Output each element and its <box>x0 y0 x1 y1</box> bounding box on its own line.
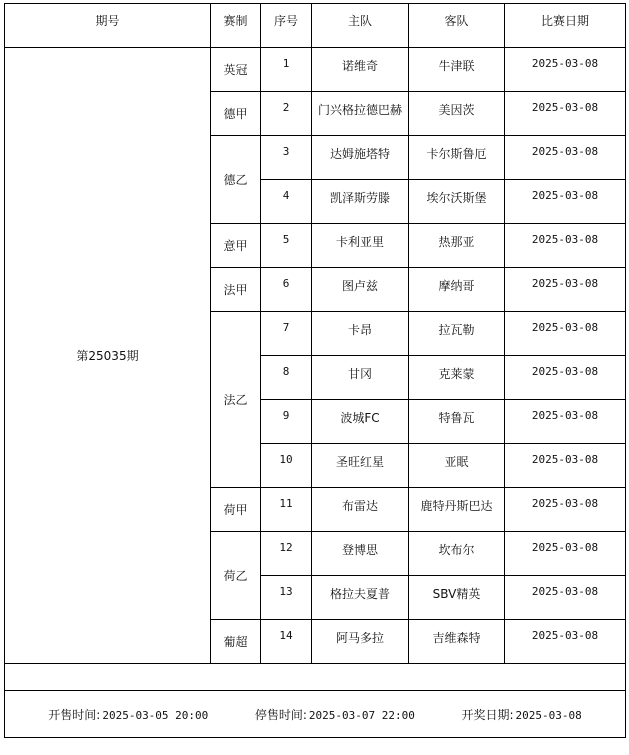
match-date: 2025-03-08 <box>505 48 626 92</box>
match-date: 2025-03-08 <box>505 180 626 224</box>
seq-cell: 8 <box>261 356 312 400</box>
away-team: 克莱蒙 <box>409 356 505 400</box>
league-cell: 法甲 <box>211 268 261 312</box>
seq-cell: 14 <box>261 620 312 664</box>
away-team: SBV精英 <box>409 576 505 620</box>
seq-cell: 2 <box>261 92 312 136</box>
draw-date <box>461 706 581 723</box>
header-home: 主队 <box>312 4 409 48</box>
draw-date-label: 开奖日期: <box>461 707 514 722</box>
home-team: 诺维奇 <box>312 48 409 92</box>
sale-stop <box>255 706 415 723</box>
header-row <box>5 4 626 48</box>
away-team: 牛津联 <box>409 48 505 92</box>
header-league: 赛制 <box>211 4 261 48</box>
header-period: 期号 <box>5 4 211 48</box>
away-team: 拉瓦勒 <box>409 312 505 356</box>
home-team: 圣旺红星 <box>312 444 409 488</box>
seq-cell: 12 <box>261 532 312 576</box>
away-team: 埃尔沃斯堡 <box>409 180 505 224</box>
home-team: 甘冈 <box>312 356 409 400</box>
header-seq: 序号 <box>261 4 312 48</box>
away-team: 热那亚 <box>409 224 505 268</box>
sale-info <box>5 706 625 723</box>
match-date: 2025-03-08 <box>505 224 626 268</box>
sale-start-label: 开售时间: <box>48 707 101 722</box>
match-date: 2025-03-08 <box>505 620 626 664</box>
seq-cell: 6 <box>261 268 312 312</box>
sale-stop-label: 停售时间: <box>254 707 307 722</box>
seq-cell: 7 <box>261 312 312 356</box>
league-cell: 葡超 <box>211 620 261 664</box>
league-cell: 荷乙 <box>211 532 261 620</box>
home-team: 登博思 <box>312 532 409 576</box>
seq-cell: 10 <box>261 444 312 488</box>
home-team: 格拉夫夏普 <box>312 576 409 620</box>
home-team: 卡利亚里 <box>312 224 409 268</box>
match-date: 2025-03-08 <box>505 312 626 356</box>
away-team: 特鲁瓦 <box>409 400 505 444</box>
league-cell: 德乙 <box>211 136 261 224</box>
match-date: 2025-03-08 <box>505 136 626 180</box>
league-cell: 法乙 <box>211 312 261 488</box>
blank-cell <box>5 664 626 691</box>
league-cell: 英冠 <box>211 48 261 92</box>
table-row <box>5 48 626 92</box>
away-team: 摩纳哥 <box>409 268 505 312</box>
away-team: 吉维森特 <box>409 620 505 664</box>
header-date: 比赛日期 <box>505 4 626 48</box>
seq-cell: 9 <box>261 400 312 444</box>
home-team: 图卢兹 <box>312 268 409 312</box>
seq-cell: 4 <box>261 180 312 224</box>
home-team: 波城FC <box>312 400 409 444</box>
home-team: 布雷达 <box>312 488 409 532</box>
home-team: 卡昂 <box>312 312 409 356</box>
away-team: 卡尔斯鲁厄 <box>409 136 505 180</box>
match-table <box>4 3 626 738</box>
league-cell: 荷甲 <box>211 488 261 532</box>
away-team: 亚眠 <box>409 444 505 488</box>
match-date: 2025-03-08 <box>505 444 626 488</box>
away-team: 坎布尔 <box>409 532 505 576</box>
away-team: 美因茨 <box>409 92 505 136</box>
match-date: 2025-03-08 <box>505 356 626 400</box>
seq-cell: 5 <box>261 224 312 268</box>
match-date: 2025-03-08 <box>505 92 626 136</box>
period-cell: 第25035期 <box>5 48 211 664</box>
lottery-schedule <box>4 3 625 738</box>
match-date: 2025-03-08 <box>505 400 626 444</box>
home-team: 凯泽斯劳滕 <box>312 180 409 224</box>
home-team: 达姆施塔特 <box>312 136 409 180</box>
blank-row <box>5 664 626 691</box>
match-date: 2025-03-08 <box>505 268 626 312</box>
league-cell: 意甲 <box>211 224 261 268</box>
away-team: 鹿特丹斯巴达 <box>409 488 505 532</box>
sale-start <box>48 706 208 723</box>
seq-cell: 3 <box>261 136 312 180</box>
sale-start-value: 2025-03-05 20:00 <box>102 708 209 722</box>
sale-stop-value: 2025-03-07 22:00 <box>308 708 415 722</box>
match-date: 2025-03-08 <box>505 532 626 576</box>
footer-row <box>5 691 626 738</box>
footer-cell <box>5 691 626 738</box>
match-date: 2025-03-08 <box>505 488 626 532</box>
home-team: 门兴格拉德巴赫 <box>312 92 409 136</box>
seq-cell: 11 <box>261 488 312 532</box>
seq-cell: 13 <box>261 576 312 620</box>
draw-date-value: 2025-03-08 <box>515 708 582 722</box>
league-cell: 德甲 <box>211 92 261 136</box>
match-date: 2025-03-08 <box>505 576 626 620</box>
seq-cell: 1 <box>261 48 312 92</box>
home-team: 阿马多拉 <box>312 620 409 664</box>
header-away: 客队 <box>409 4 505 48</box>
